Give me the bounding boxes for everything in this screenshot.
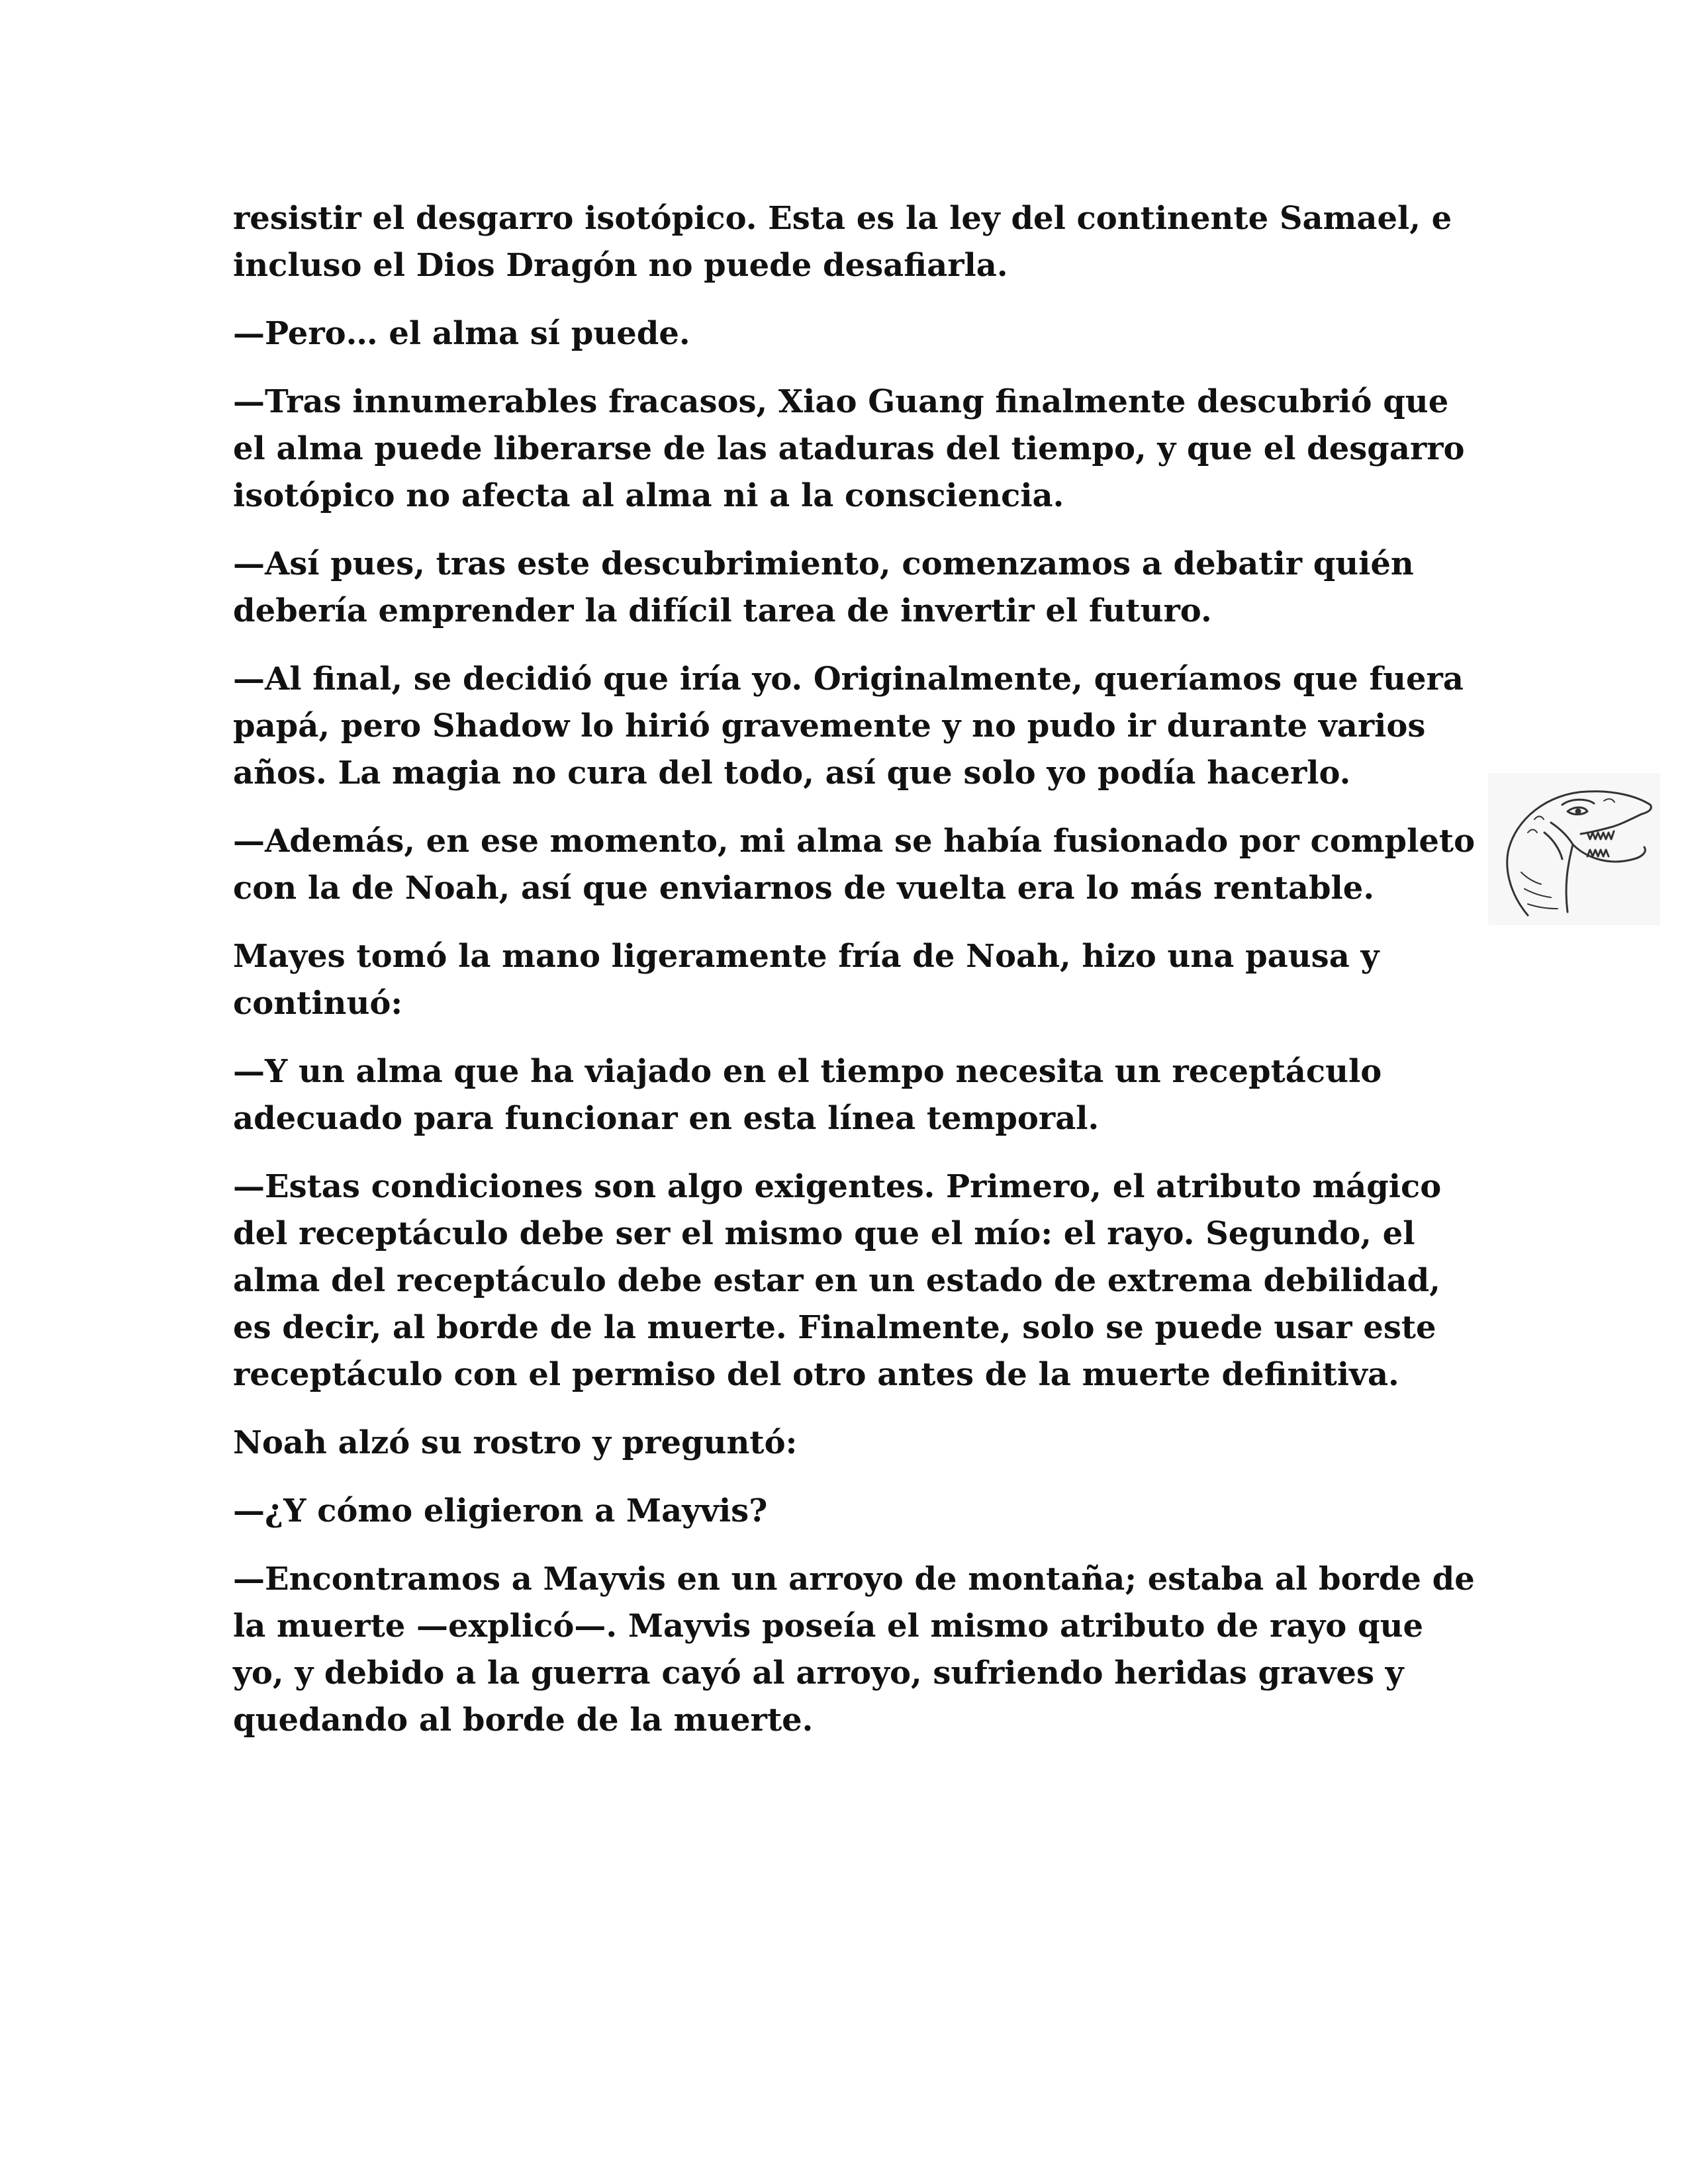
paragraph-12: —Encontramos a Mayvis en un arroyo de montaña; estaba al borde de la muerte —explicó—. Mayvis poseía el mismo atributo de rayo que yo, y debido a la guerra cayó al arroyo, sufriendo heridas graves y quedando al borde de la muerte. — [233, 1561, 1475, 1739]
paragraph-10: Noah alzó su rostro y preguntó: — [233, 1424, 798, 1461]
paragraph-4: —Así pues, tras este descubrimiento, comenzamos a debatir quién debería emprender la difícil tarea de invertir el futuro. — [233, 545, 1414, 629]
paragraph-11: —¿Y cómo eligieron a Mayvis? — [233, 1492, 768, 1529]
paragraph-6: —Además, en ese momento, mi alma se había fusionado por completo con la de Noah, así que enviarnos de vuelta era lo más rentable. — [233, 823, 1476, 907]
paragraph-7: Mayes tomó la mano ligeramente fría de Noah, hizo una pausa y continuó: — [233, 938, 1380, 1022]
paragraph-2: —Pero… el alma sí puede. — [233, 315, 690, 352]
paragraph-8: —Y un alma que ha viajado en el tiempo necesita un receptáculo adecuado para funcionar en esta línea temporal. — [233, 1053, 1382, 1137]
paragraph-3: —Tras innumerables fracasos, Xiao Guang finalmente descubrió que el alma puede liberarse de las ataduras del tiempo, y que el desgarro isotópico no afecta al alma ni a la consciencia. — [233, 383, 1465, 514]
body-text — [233, 195, 1477, 1765]
dinosaur-head-sketch-icon — [1488, 773, 1660, 925]
paragraph-9: —Estas condiciones son algo exigentes. Primero, el atributo mágico del receptáculo debe ser el mismo que el mío: el rayo. Segundo, el alma del receptáculo debe estar en un estado de extrema debilidad, es decir, al borde de la muerte. Finalmente, solo se puede usar este receptáculo con el permiso del otro antes de la muerte definitiva. — [233, 1168, 1442, 1393]
paragraph-1: resistir el desgarro isotópico. Esta es la ley del continente Samael, e incluso el Dios Dragón no puede desafiarla. — [233, 200, 1452, 284]
paragraph-5: —Al final, se decidió que iría yo. Originalmente, queríamos que fuera papá, pero Shadow lo hirió gravemente y no pudo ir durante varios años. La magia no cura del todo, así que solo yo podía hacerlo. — [233, 660, 1464, 792]
